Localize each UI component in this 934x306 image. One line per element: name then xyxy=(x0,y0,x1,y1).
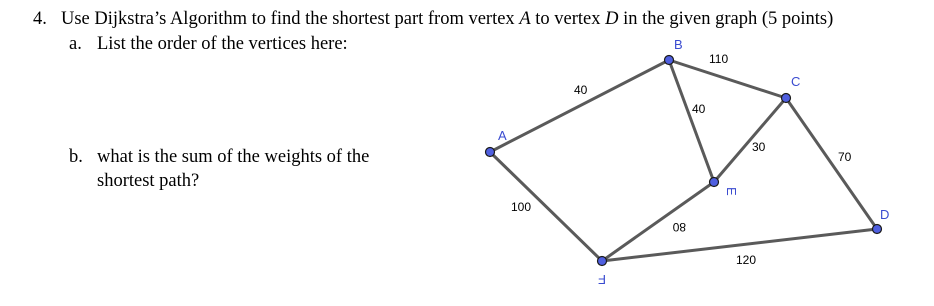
weight-a-f: 100 xyxy=(511,200,532,214)
edge-a-f xyxy=(490,152,602,261)
vertex-f xyxy=(598,257,607,266)
vertex-label-e: E xyxy=(724,187,739,196)
question-target-vertex: D xyxy=(605,9,619,29)
weight-b-e: 40 xyxy=(692,102,706,116)
vertex-label-a: A xyxy=(498,128,507,143)
part-b-text-line1: what is the sum of the weights of the xyxy=(97,147,370,167)
edge-a-b xyxy=(490,60,669,152)
vertex-label-b: B xyxy=(674,37,683,52)
vertex-a xyxy=(486,148,495,157)
vertex-e xyxy=(710,178,719,187)
question-source-vertex: A xyxy=(519,9,531,29)
vertex-d xyxy=(873,225,882,234)
weight-b-c: 110 xyxy=(709,52,729,66)
vertex-label-c: C xyxy=(791,74,801,89)
vertex-c xyxy=(782,94,791,103)
part-a-label: a. xyxy=(69,34,82,54)
weight-c-d: 70 xyxy=(838,150,852,164)
weight-f-d: 120 xyxy=(736,253,757,267)
question-number: 4. xyxy=(33,9,47,29)
question-text-part1: Use Dijkstra’s Algorithm to find the shortest part from vertex xyxy=(61,9,520,29)
weight-e-c: 30 xyxy=(752,140,766,154)
edge-weights xyxy=(511,52,852,267)
question-text-part2: to vertex xyxy=(530,9,606,29)
part-a-text: List the order of the vertices here: xyxy=(97,34,348,54)
edge-e-c xyxy=(714,98,786,182)
vertex-label-f: F xyxy=(598,272,606,287)
edge-b-e xyxy=(669,60,714,182)
part-b-label: b. xyxy=(69,147,83,167)
vertex-b xyxy=(665,56,674,65)
weight-a-b: 40 xyxy=(574,83,588,97)
part-b-text-line2: shortest path? xyxy=(97,171,200,191)
weight-f-e: 80 xyxy=(672,220,686,234)
edge-c-d xyxy=(786,98,877,229)
vertex-label-d: D xyxy=(880,207,890,222)
question-text-part3: in the given graph (5 points) xyxy=(618,9,834,29)
